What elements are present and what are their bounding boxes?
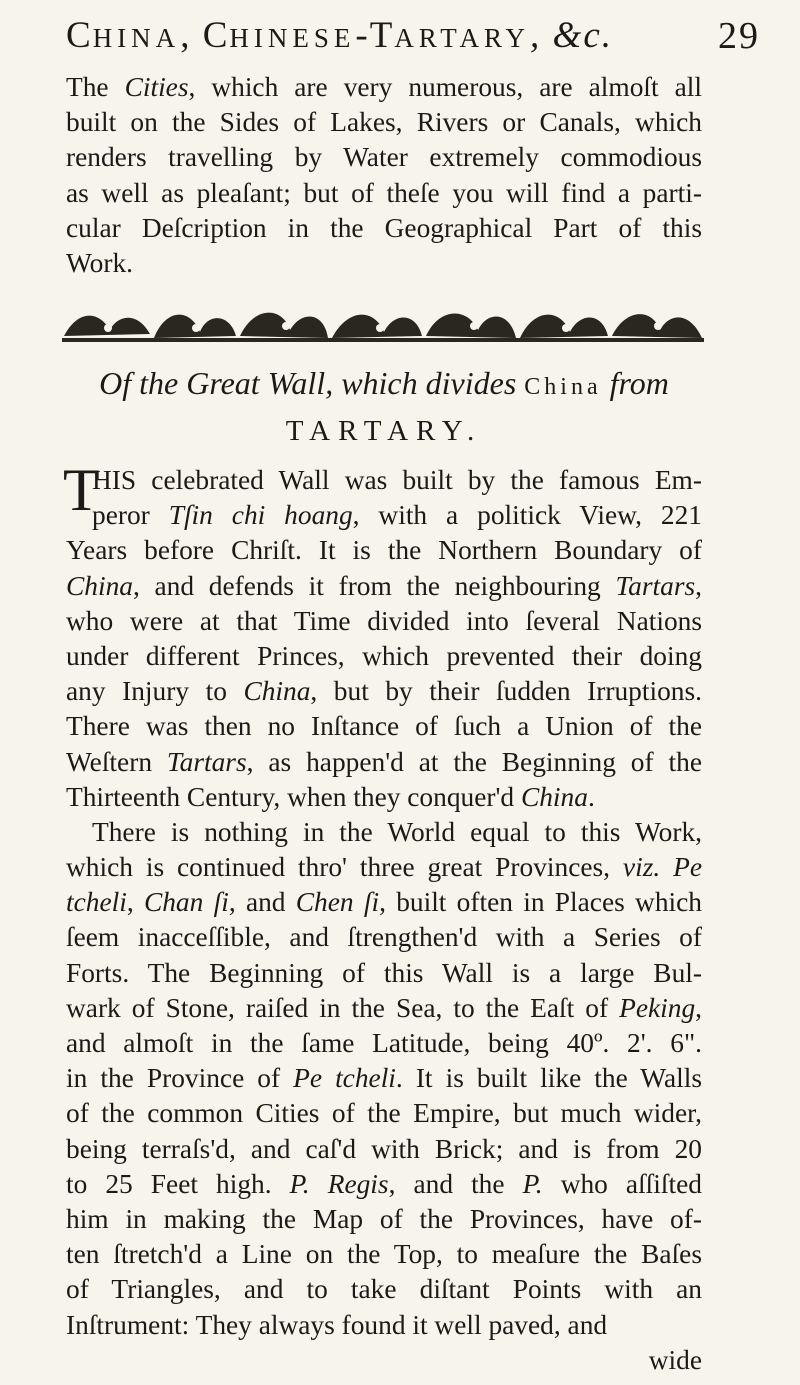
text-line: Thirteenth Century, when they conquer'd China.	[66, 781, 595, 812]
running-title: CHINA, CHINESE-TARTARY, &c.	[66, 15, 613, 56]
page-number: 29	[718, 15, 760, 57]
text-line: There was then no Inſtance of ſuch a Union of the	[66, 711, 702, 742]
text-line: under different Princes, which prevented their doing	[66, 640, 702, 671]
text-line: any Injury to China, but by their ſudden Irruptions.	[66, 676, 702, 707]
text-line: built on the Sides of Lakes, Rivers or Canals, which	[66, 107, 702, 138]
text-line: ſeem inacceſſible, and ſtrengthen'd with a Series of	[66, 922, 702, 953]
text-line: HIS celebrated Wall was built by the famous Em-	[92, 465, 702, 495]
section-heading: Of the Great Wall, which divides China from TARTARY.	[66, 362, 702, 452]
text-line: Years before Chriſt. It is the Northern Boundary of	[66, 535, 702, 566]
text-line: to 25 Feet high. P. Regis, and the P. who aſſiſted	[66, 1168, 702, 1199]
text-line: peror Tſin chi hoang, with a politick View, 221	[92, 500, 702, 531]
body-text	[66, 463, 702, 1378]
ornamental-headpiece	[58, 300, 708, 348]
text-line: which is continued thro' three great Provinces, viz. Pe	[66, 852, 702, 883]
text-line: in the Province of Pe tcheli. It is built like the Walls	[66, 1063, 702, 1094]
text-line: ten ſtretch'd a Line on the Top, to meaſure the Baſes	[66, 1239, 702, 1270]
text-line: as well as pleaſant; but of theſe you will find a parti-	[66, 177, 702, 208]
text-line: There is nothing in the World equal to this Work,	[92, 816, 702, 847]
text-line: wark of Stone, raiſed in the Sea, to the Eaſt of Peking,	[66, 992, 702, 1023]
text-line: of the common Cities of the Empire, but much wider,	[66, 1098, 702, 1129]
text-line: Inſtrument: They always found it well paved, and	[66, 1309, 608, 1340]
running-header	[66, 14, 760, 64]
text-line: Forts. The Beginning of this Wall is a large Bul-	[66, 957, 702, 988]
section-heading-line2: TARTARY.	[285, 415, 483, 447]
text-line: and almoſt in the ſame Latitude, being 40º. 2'. 6".	[66, 1028, 702, 1058]
intro-paragraph	[66, 70, 702, 281]
text-line: him in making the Map of the Provinces, have of-	[66, 1203, 702, 1234]
text-line: Work.	[66, 247, 134, 278]
text-line: Weſtern Tartars, as happen'd at the Beginning of the	[66, 746, 702, 777]
text-line: China, and defends it from the neighbouring Tartars,	[66, 570, 702, 601]
text-line: renders travelling by Water extremely commodious	[66, 142, 702, 173]
drop-cap: T	[63, 457, 100, 523]
text-line: tcheli, Chan ſi, and Chen ſi, built often in Places which	[66, 887, 702, 918]
text-line: who were at that Time divided into ſeveral Nations	[66, 605, 702, 636]
text-line: wide	[648, 1344, 702, 1375]
text-line: cular Deſcription in the Geographical Part of this	[66, 212, 702, 243]
text-line: being terraſs'd, and caſ'd with Brick; and is from 20	[66, 1133, 702, 1164]
text-line: of Triangles, and to take diſtant Points with an	[66, 1274, 702, 1305]
text-line: The Cities, which are very numerous, are almoſt all	[66, 72, 702, 102]
